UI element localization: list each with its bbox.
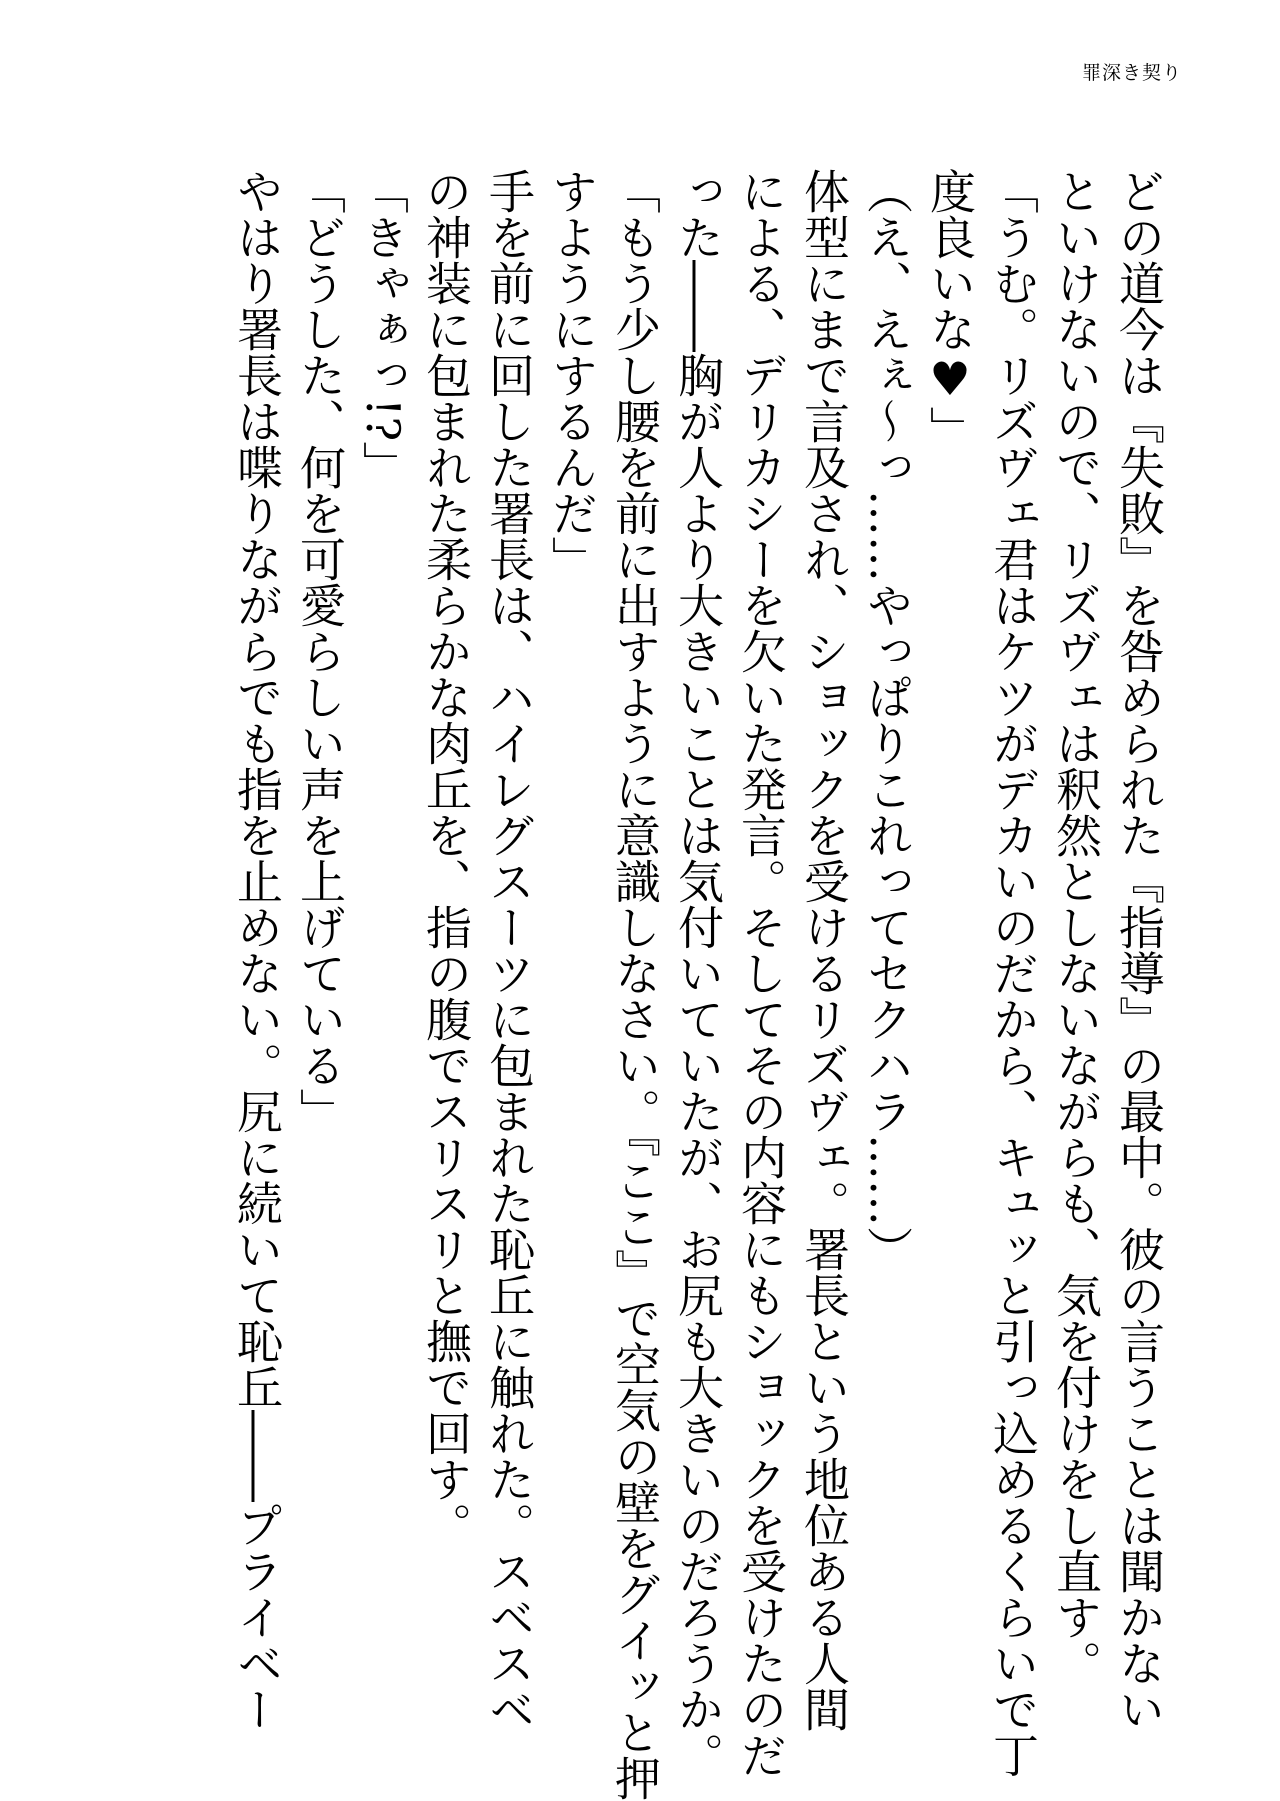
text-line: 体型にまで言及され、ショックを受けるリズヴェ。署長という地位ある人間 xyxy=(797,168,851,1732)
text-line: った――胸が人より大きいことは気付いていたが、お尻も大きいのだろうか。 xyxy=(671,168,725,1778)
text-line: どの道今は『失敗』を咎められた『指導』の最中。彼の言うことは聞かない xyxy=(1112,168,1166,1732)
text-line: （え、えぇ～っ……やっぱりこれってセクハラ……） xyxy=(860,168,914,1272)
text-line: といけないので、リズヴェは釈然としないながらも、気を付けをし直す。 xyxy=(1049,168,1103,1686)
text-line: 「どうした、何を可愛らしい声を上げている」 xyxy=(293,168,347,1134)
text-line: 「もう少し腰を前に出すように意識しなさい。『ここ』で空気の壁をグイッと押 xyxy=(608,168,662,1801)
text-line: すようにするんだ」 xyxy=(545,168,599,582)
text-line: 「きゃぁっ!?」 xyxy=(356,168,410,488)
body-text xyxy=(225,168,1170,1801)
text-line: 「うむ。リズヴェ君はケツがデカいのだから、キュッと引っ込めるくらいで丁 xyxy=(986,168,1040,1778)
text-line: の神装に包まれた柔らかな肉丘を、指の腹でスリスリと撫で回す。 xyxy=(419,168,473,1548)
text-line: 度良いな♥」 xyxy=(923,168,977,452)
running-header: 罪深き契り xyxy=(1081,62,1182,84)
text-line: やはり署長は喋りながらでも指を止めない。尻に続いて恥丘――プライベー xyxy=(230,168,284,1732)
text-line: 手を前に回した署長は、ハイレグスーツに包まれた恥丘に触れた。スベスベ xyxy=(482,168,536,1732)
text-line: による、デリカシーを欠いた発言。そしてその内容にもショックを受けたのだ xyxy=(734,168,788,1778)
